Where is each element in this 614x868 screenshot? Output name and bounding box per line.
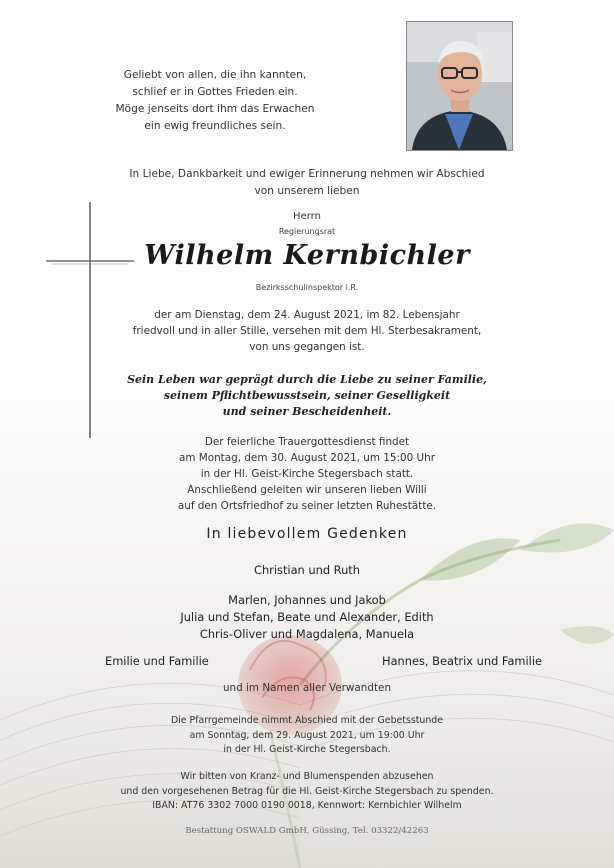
profession-title: Bezirksschulinspektor i.R.: [255, 283, 359, 292]
relatives-note: und im Namen aller Verwandten: [222, 682, 392, 694]
poem-line: Möge jenseits dort ihm das Erwachen: [115, 103, 315, 115]
memorial-quote: [0, 372, 614, 420]
donation-request: [0, 770, 614, 814]
family-grandchildren: [0, 592, 614, 643]
family-right: Hannes, Beatrix und Familie: [382, 654, 543, 668]
poem-line: ein ewig freundliches sein.: [144, 120, 286, 132]
salutation: Herrn: [293, 211, 321, 222]
funeral-service-info: [0, 434, 614, 514]
quote-line: Sein Leben war geprägt durch die Liebe zu seiner Familie,: [127, 373, 487, 386]
rosary-date: am Sonntag, dem 29. August 2021, um 19:00 Uhr: [189, 729, 425, 741]
intro-line: von unserem lieben: [254, 185, 360, 197]
prayer-hour-info: [0, 714, 614, 758]
deceased-name: Wilhelm Kernbichler: [144, 240, 470, 271]
service-line: Der feierliche Trauergottesdienst findet: [204, 436, 410, 448]
death-notice-line: friedvoll und in aller Stille, versehen mit dem Hl. Sterbesakrament,: [132, 325, 482, 337]
death-notice-line: der am Dienstag, dem 24. August 2021, im 82. Lebensjahr: [154, 309, 460, 321]
family-line: Chris-Oliver und Magdalena, Manuela: [199, 627, 415, 641]
poem-line: Geliebt von allen, die ihn kannten,: [123, 69, 307, 81]
donation-line: und den vorgesehenen Betrag für die Hl. Geist-Kirche Stegersbach zu spenden.: [120, 785, 494, 797]
death-notice-line: von uns gegangen ist.: [249, 341, 365, 353]
portrait-photo: [406, 21, 513, 151]
undertaker-footer: Bestattung OSWALD GmbH, Güssing, Tel. 03322/42263: [185, 826, 429, 836]
donation-line: Wir bitten von Kranz- und Blumenspenden abzusehen: [180, 771, 434, 782]
memory-heading: In liebevollem Gedenken: [206, 526, 408, 542]
death-notice: [0, 307, 614, 355]
quote-line: seinem Pflichtbewusstsein, seiner Geselligkeit: [163, 389, 451, 402]
family-line: Marlen, Johannes und Jakob: [228, 593, 386, 607]
family-children: Christian und Ruth: [253, 563, 360, 577]
donation-iban: IBAN: AT76 3302 7000 0190 0018, Kennwort: Kernbichler Wilhelm: [152, 800, 462, 811]
rosary-line: Die Pfarrgemeinde nimmt Abschied mit der Gebetsstunde: [170, 715, 444, 726]
service-line: auf den Ortsfriedhof zu seiner letzten Ruhestätte.: [177, 500, 437, 512]
service-date: am Montag, dem 30. August 2021, um 15:00 Uhr: [178, 452, 436, 464]
intro-text: [0, 166, 614, 200]
rank-title: Regierungsrat: [278, 227, 336, 236]
portrait-photo-image: [407, 22, 512, 150]
poem: [100, 67, 330, 135]
poem-line: schlief er in Gottes Frieden ein.: [132, 86, 298, 98]
service-line: Anschließend geleiten wir unseren lieben Willi: [187, 484, 427, 496]
intro-line: In Liebe, Dankbarkeit und ewiger Erinnerung nehmen wir Abschied: [129, 168, 485, 180]
family-left: Emilie und Familie: [105, 654, 209, 668]
quote-line: und seiner Bescheidenheit.: [222, 405, 392, 418]
family-line: Julia und Stefan, Beate und Alexander, Edith: [180, 610, 434, 624]
rosary-line: in der Hl. Geist-Kirche Stegersbach.: [223, 744, 391, 755]
service-line: in der Hl. Geist-Kirche Stegersbach statt.: [200, 468, 414, 480]
